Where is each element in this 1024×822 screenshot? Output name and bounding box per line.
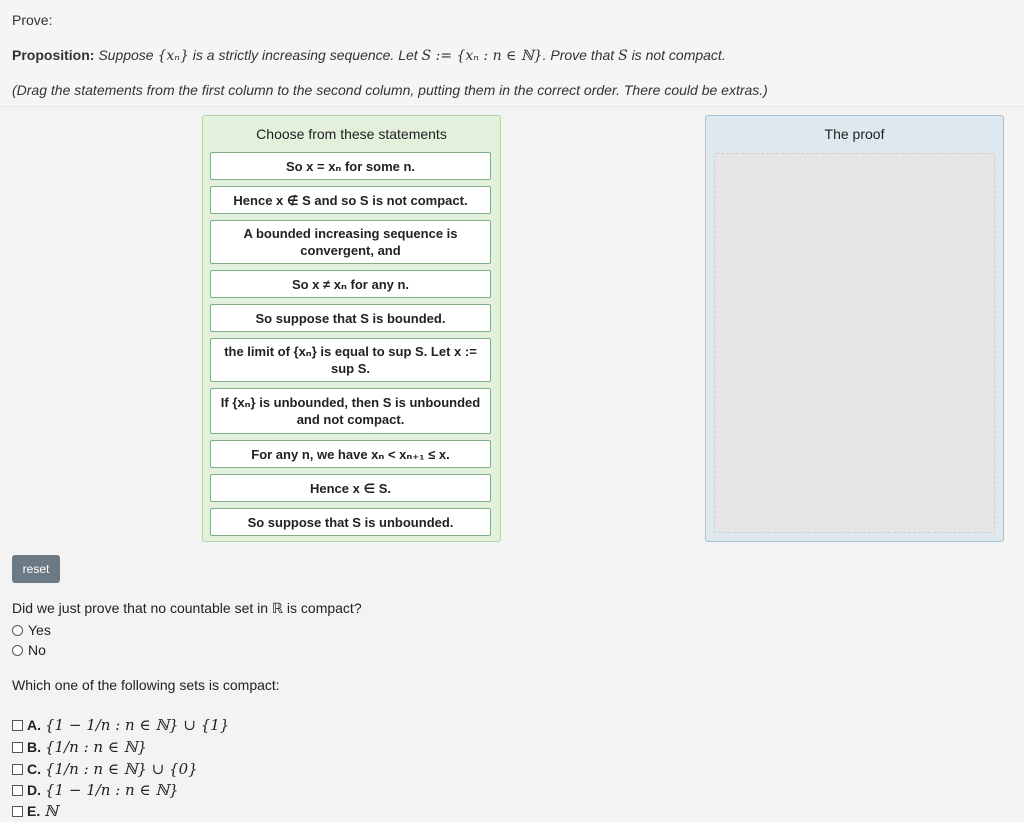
statement-item[interactable]: the limit of {xₙ} is equal to sup S. Let x := sup S. bbox=[210, 338, 491, 382]
option-c[interactable] bbox=[12, 760, 198, 778]
statement-bank[interactable] bbox=[202, 115, 501, 542]
checkbox-b[interactable] bbox=[12, 742, 23, 753]
proposition-text-1: Suppose bbox=[98, 47, 154, 63]
option-b[interactable] bbox=[12, 738, 147, 756]
reset-button[interactable]: reset bbox=[12, 555, 60, 583]
proof-column bbox=[705, 115, 1004, 542]
prove-heading: Prove: bbox=[12, 12, 53, 28]
option-a[interactable] bbox=[12, 716, 229, 734]
proposition bbox=[12, 47, 726, 64]
question-2-text: Which one of the following sets is compact: bbox=[12, 677, 280, 693]
radio-yes[interactable] bbox=[12, 625, 23, 636]
set-definition: S := {xₙ : n ∈ ℕ} bbox=[421, 48, 543, 64]
option-a-text: {1 − 1/n : n ∈ ℕ} ∪ {1} bbox=[45, 716, 230, 734]
statement-item[interactable]: A bounded increasing sequence is convergent, and bbox=[210, 220, 491, 264]
option-d-letter: D. bbox=[27, 782, 41, 798]
statement-item[interactable]: So x ≠ xₙ for any n. bbox=[210, 270, 491, 298]
statement-item[interactable]: If {xₙ} is unbounded, then S is unbounded and not compact. bbox=[210, 388, 491, 434]
statement-bank-title: Choose from these statements bbox=[256, 126, 447, 142]
statement-item[interactable]: For any n, we have xₙ < xₙ₊₁ ≤ x. bbox=[210, 440, 491, 468]
checkbox-e[interactable] bbox=[12, 806, 23, 817]
statement-item[interactable]: Hence x ∉ S and so S is not compact. bbox=[210, 186, 491, 214]
option-b-text: {1/n : n ∈ ℕ} bbox=[45, 738, 147, 756]
proposition-text-3: . Prove that bbox=[542, 47, 615, 63]
option-yes-label: Yes bbox=[28, 622, 51, 638]
option-a-letter: A. bbox=[27, 717, 41, 733]
set-symbol: S bbox=[618, 48, 628, 64]
option-e[interactable] bbox=[12, 802, 58, 820]
statement-item[interactable]: So suppose that S is unbounded. bbox=[210, 508, 491, 536]
statement-item[interactable]: So x = xₙ for some n. bbox=[210, 152, 491, 180]
sequence-symbol: {xₙ} bbox=[157, 48, 189, 64]
option-c-text: {1/n : n ∈ ℕ} ∪ {0} bbox=[45, 760, 198, 778]
option-no-label: No bbox=[28, 642, 46, 658]
option-c-letter: C. bbox=[27, 761, 41, 777]
option-e-text: ℕ bbox=[44, 802, 58, 820]
instructions: (Drag the statements from the first column to the second column, putting them in the correct order. There could be extras.) bbox=[12, 82, 768, 98]
option-d-text: {1 − 1/n : n ∈ ℕ} bbox=[45, 781, 179, 799]
statement-item[interactable]: Hence x ∈ S. bbox=[210, 474, 491, 502]
option-e-letter: E. bbox=[27, 803, 41, 819]
option-no[interactable] bbox=[12, 642, 46, 658]
checkbox-c[interactable] bbox=[12, 764, 23, 775]
proof-dropzone[interactable] bbox=[714, 153, 995, 533]
option-yes[interactable] bbox=[12, 622, 51, 638]
proposition-label: Proposition: bbox=[12, 47, 95, 63]
proof-title: The proof bbox=[824, 126, 885, 142]
checkbox-d[interactable] bbox=[12, 785, 23, 796]
proposition-text-2: is a strictly increasing sequence. Let bbox=[192, 47, 418, 63]
option-d[interactable] bbox=[12, 781, 179, 799]
option-b-letter: B. bbox=[27, 739, 41, 755]
proposition-text-4: is not compact. bbox=[631, 47, 726, 63]
question-1-text: Did we just prove that no countable set in ℝ is compact? bbox=[12, 600, 362, 616]
checkbox-a[interactable] bbox=[12, 720, 23, 731]
radio-no[interactable] bbox=[12, 645, 23, 656]
statement-item[interactable]: So suppose that S is bounded. bbox=[210, 304, 491, 332]
